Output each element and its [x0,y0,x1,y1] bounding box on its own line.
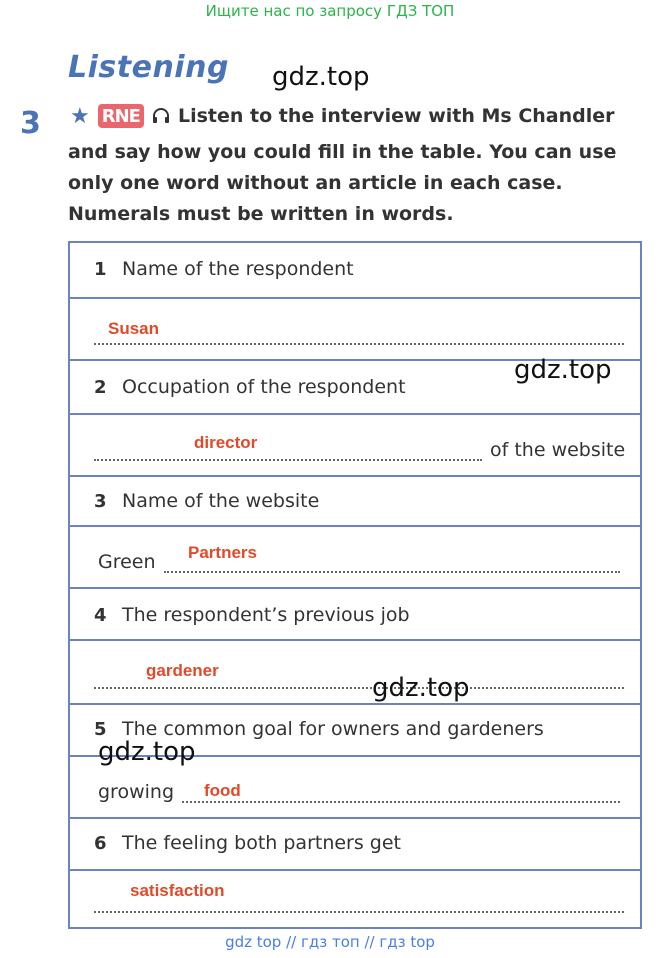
footer-links: gdz top // гдз топ // гдз top [225,933,435,951]
watermark: gdz.top [514,355,612,385]
table-row [70,639,640,703]
task-header [70,104,615,128]
row-label: The feeling both partners get [122,832,402,854]
answer-line [182,801,620,803]
top-banner: Ищите нас по запросу ГДЗ ТОП [205,2,455,20]
answer-line [164,571,620,573]
answer-text: satisfaction [130,881,225,900]
answer-text: gardener [146,661,219,680]
row-number: 4 [94,605,107,626]
answer-line [94,343,624,345]
task-instruction-rest: and say how you could fill in the table. You can use only one word without an article in each case. Numerals must be written in words. [68,141,617,225]
row-label: Occupation of the respondent [122,376,406,398]
answer-text: food [204,781,241,800]
answer-prefix: growing [98,781,174,803]
row-label: Name of the respondent [122,258,354,280]
row-label: Name of the website [122,490,320,512]
table-row [70,525,640,587]
table-row [70,243,640,297]
table-row [70,869,640,927]
task-number: 3 [20,106,41,141]
row-label: The respondent’s previous job [122,604,410,626]
watermark: gdz.top [372,673,470,703]
answer-text: Partners [188,543,257,562]
table-row [70,817,640,869]
answer-line [94,687,624,689]
table-row [70,475,640,525]
answer-text: Susan [108,319,160,338]
row-label: The common goal for owners and gardeners [122,718,544,740]
section-title: Listening [68,50,229,85]
table-row [70,297,640,359]
rne-badge: RNE [98,104,144,128]
row-number: 1 [94,259,107,280]
table-row [70,413,640,475]
row-number: 6 [94,833,107,854]
star-icon: ★ [70,103,90,128]
table-row [70,587,640,639]
answer-line [94,911,624,913]
task-instruction-line1: Listen to the interview with Ms Chandler [177,105,615,127]
row-number: 2 [94,377,107,398]
watermark: gdz.top [272,62,370,92]
row-number: 3 [94,491,107,512]
answer-text: director [194,433,258,452]
answer-suffix: of the website [490,439,626,461]
row-number: 5 [94,719,107,740]
answer-table [68,241,642,929]
answer-prefix: Green [98,551,156,573]
watermark: gdz.top [98,737,196,767]
headphones-icon [152,107,170,125]
answer-line [94,459,482,461]
